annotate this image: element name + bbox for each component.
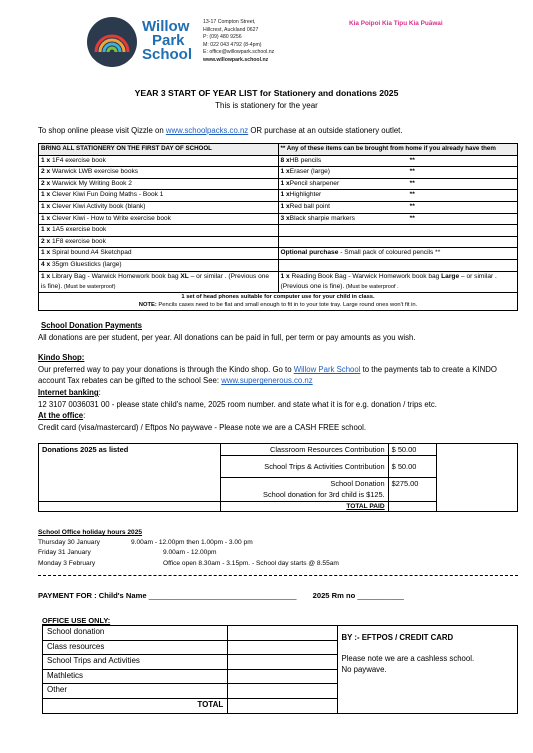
office-item: Mathletics: [43, 669, 228, 684]
item-name: Library Bag - Warwick Homework book bag: [50, 272, 181, 280]
room-blank[interactable]: ___________: [357, 591, 404, 600]
reading-bag-item: [278, 271, 518, 292]
donation-label-cell: [221, 478, 389, 502]
office-item: Other: [43, 684, 228, 699]
stationery-item: [39, 236, 279, 248]
address-line: Hillcrest, Auckland 0627: [203, 26, 259, 33]
donation-info-section: [38, 320, 522, 433]
holiday-day: Monday 3 February: [38, 559, 96, 567]
item-qty: 1 x: [41, 214, 51, 222]
office-total-label: TOTAL: [43, 698, 228, 713]
donation-blank: [436, 444, 517, 512]
office-heading: [38, 410, 522, 422]
table-row: [39, 155, 518, 167]
stationery-item: [39, 213, 279, 225]
stationery-item: [278, 178, 518, 190]
page-title: YEAR 3 START OF YEAR LIST for Stationery and donations 2025: [134, 88, 399, 98]
office-use-heading: OFFICE USE ONLY:: [42, 616, 111, 625]
stationery-item: [39, 178, 279, 190]
donation-text: All donations are per student, per year. All donations can be paid in full, per term or pay amounts as you wish.: [38, 332, 416, 342]
donation-label: School Trips & Activities Contribution: [221, 456, 389, 478]
address-line: 13-17 Compton Street,: [203, 19, 256, 25]
library-bag-item: [39, 271, 279, 292]
office-amount: [228, 626, 337, 641]
table-row: [39, 178, 518, 190]
table-row: [39, 236, 518, 248]
banking-heading: [38, 387, 522, 399]
holiday-hours: [38, 528, 339, 569]
stationery-right-header: ** Any of these items can be brought from home if you already have them: [278, 144, 518, 156]
logo-text-1: Willow: [142, 18, 190, 35]
optional-purchase: [278, 248, 518, 260]
office-amount: [228, 684, 337, 699]
table-row: [39, 213, 518, 225]
optional-label: Optional purchase: [280, 249, 339, 257]
item-qty: 2 x: [41, 237, 51, 245]
stationery-item: [278, 213, 518, 225]
item-qty: 1 x: [280, 191, 290, 199]
item-name: Highlighter: [289, 191, 322, 199]
item-name: Pencil sharpener: [289, 179, 340, 187]
item-name: 1A5 exercise book: [50, 226, 107, 234]
total-paid-label: TOTAL PAID: [221, 502, 389, 512]
cut-line: [38, 575, 518, 576]
stationery-item: [39, 259, 279, 271]
kindo-text-2: to the payments tab to create a KINDO account Tax rebates can be gifted to the school See:: [38, 364, 497, 386]
item-star: **: [409, 202, 415, 210]
item-qty: 3 x: [280, 214, 290, 222]
willow-park-link[interactable]: Willow Park School: [293, 364, 361, 374]
holiday-day: Thursday 30 January: [38, 539, 100, 547]
item-qty: 1 x: [41, 202, 51, 210]
stationery-item: [278, 201, 518, 213]
stationery-item-empty: [278, 259, 518, 271]
item-qty: 2 x: [41, 179, 51, 187]
office-text: Credit card (visa/mastercard) / Eftpos No paywave - Please note we are a CASH FREE school.: [38, 422, 367, 432]
donation-table-row: [39, 444, 518, 456]
item-qty: 4 x: [41, 260, 51, 268]
item-name: Spiral bound A4 Sketchpad: [50, 249, 132, 257]
stationery-header-row: [39, 144, 518, 156]
table-row: [39, 167, 518, 179]
office-item: School Trips and Activities: [43, 655, 228, 670]
address-line: M: 022 043 4792 (8-4pm): [203, 41, 262, 48]
table-row: [39, 271, 518, 292]
donation-total-blank: [39, 502, 221, 512]
item-name: Warwick My Writing Book 2: [50, 179, 132, 187]
shop-line-pre: To shop online please visit Qizzle on: [38, 126, 166, 135]
school-address: [203, 19, 274, 65]
stationery-item: [278, 190, 518, 202]
address-line: www.willowpark.school.nz: [203, 56, 269, 63]
table-row: [39, 259, 518, 271]
maori-tagline: Kia Poipoi Kia Tipu Kia Puāwai: [349, 20, 443, 27]
item-qty: 1 x: [280, 202, 290, 210]
stationery-item: [39, 155, 279, 167]
total-paid-value: [388, 502, 436, 512]
holiday-hours-text: 9.00am - 12.00pm: [163, 549, 217, 557]
holiday-hours-text: 9.00am - 12.00pm then 1.00pm - 3.00 pm: [131, 539, 253, 547]
stationery-item: [39, 190, 279, 202]
item-name: Red ball point: [289, 202, 330, 210]
room-label: 2025 Rm no: [312, 591, 356, 600]
kindo-text-1: Our preferred way to pay your donations is through the Kindo shop. Go to: [38, 364, 294, 374]
banking-colon: :: [98, 387, 101, 397]
stationery-left-header: BRING ALL STATIONERY ON THE FIRST DAY OF SCHOOL: [39, 144, 279, 156]
donation-heading: School Donation Payments: [41, 321, 142, 330]
donation-amount: $ 50.00: [388, 444, 436, 456]
office-colon: :: [83, 411, 86, 421]
third-child-note: School donation for 3rd child is $125.: [263, 489, 385, 499]
item-rest: – or similar . (Previous one is fine).: [41, 272, 270, 290]
item-name: HB pencils: [289, 156, 322, 164]
cashless-note: Please note we are a cashless school.: [341, 654, 475, 663]
office-item: Class resources: [43, 640, 228, 655]
item-qty: 1 x: [41, 156, 51, 164]
shop-line: [38, 126, 403, 135]
donation-amount: $ 50.00: [388, 456, 436, 478]
item-name: Black sharpie markers: [289, 214, 355, 222]
payment-method-box: [337, 626, 518, 714]
holiday-day: Friday 31 January: [38, 549, 91, 557]
office-amount: [228, 669, 337, 684]
address-line: P: (09) 480 9256: [203, 34, 242, 41]
stationery-table: [38, 143, 518, 311]
office-amount: [228, 640, 337, 655]
stationery-footer-row: [39, 292, 518, 310]
stationery-item: [39, 201, 279, 213]
donation-label: Classroom Resources Contribution: [221, 444, 389, 456]
item-name: Clever Kiwi Fun Doing Maths - Book 1: [50, 191, 164, 199]
pencil-case-note: [41, 301, 515, 310]
item-name: 1F8 exercise book: [50, 237, 106, 245]
payment-label: PAYMENT FOR : Child's Name: [38, 591, 147, 600]
stationery-item-empty: [278, 225, 518, 237]
item-size: Large: [441, 272, 460, 280]
table-row: [39, 248, 518, 260]
office-use-table: [42, 625, 518, 714]
holiday-hours-text: Office open 8.30am - 3.15pm. - School day starts @ 8.55am: [163, 559, 339, 567]
logo-text-3: School: [142, 46, 193, 63]
item-size: XL: [180, 272, 189, 280]
supergenerous-link[interactable]: www.supergenerous.co.nz: [221, 376, 313, 386]
item-qty: 1 x: [280, 272, 290, 280]
banking-heading-text: Internet banking: [38, 387, 99, 397]
headphones-note: 1 set of head phones suitable for computer use for your child in class.: [181, 293, 375, 300]
item-qty: 1 x: [41, 249, 51, 257]
table-row: [39, 225, 518, 237]
stationery-item-empty: [278, 236, 518, 248]
stationery-item: [39, 167, 279, 179]
stationery-item: [278, 155, 518, 167]
kindo-heading: Kindo Shop:: [38, 353, 85, 363]
schoolpacks-link[interactable]: www.schoolpacks.co.nz: [165, 126, 249, 135]
office-row: [43, 626, 518, 641]
shop-line-post: OR purchase at an outside stationery outlet.: [248, 126, 403, 135]
item-qty: 8 x: [280, 156, 290, 164]
stationery-item: [39, 248, 279, 260]
holiday-heading: School Office holiday hours 2025: [38, 529, 143, 536]
holiday-row: [38, 559, 339, 569]
item-name: 35gm Gluesticks (large): [50, 260, 122, 268]
item-star: **: [409, 214, 415, 222]
item-rest: – or similar . (Previous one is fine).: [280, 272, 497, 290]
item-note: (Must be waterproof): [62, 283, 116, 290]
stationery-footer: [39, 292, 518, 310]
item-star: **: [409, 179, 415, 187]
address-line: E: office@willowpark.school.nz: [203, 49, 275, 56]
donation-table: [38, 443, 518, 512]
holiday-row: [38, 548, 339, 558]
holiday-row: [38, 538, 339, 548]
rainbow-logo-icon: [86, 16, 138, 68]
item-star: **: [409, 191, 415, 199]
page-subtitle: This is stationery for the year: [215, 101, 318, 110]
item-qty: 1 x: [41, 191, 51, 199]
item-qty: 1 x: [41, 272, 51, 280]
donation-table-heading: Donations 2025 as listed: [39, 444, 221, 502]
item-qty: 1 x: [280, 168, 290, 176]
by-label: BY :- EFTPOS / CREDIT CARD: [341, 633, 454, 642]
logo-text-2: Park: [152, 32, 185, 49]
table-row: [39, 201, 518, 213]
office-total-value: [228, 698, 337, 713]
optional-text: - Small pack of coloured pencils **: [338, 249, 441, 257]
table-row: [39, 190, 518, 202]
payment-line: [38, 591, 518, 600]
item-qty: 2 x: [41, 168, 51, 176]
item-name: Reading Book Bag - Warwick Homework book bag: [289, 272, 442, 280]
item-note: (Must be waterproof .: [344, 283, 399, 290]
no-paywave: No paywave.: [341, 665, 387, 674]
stationery-item: [278, 167, 518, 179]
item-star: **: [409, 156, 415, 164]
office-item: School donation: [43, 626, 228, 641]
office-amount: [228, 655, 337, 670]
child-name-blank[interactable]: ___________________________________: [148, 591, 297, 600]
item-qty: 1 x: [280, 179, 290, 187]
item-qty: 1 x: [41, 226, 51, 234]
kindo-text: [38, 364, 522, 387]
item-name: Eraser (large): [289, 168, 330, 176]
donation-amount: $275.00: [388, 478, 436, 502]
office-heading-text: At the office: [38, 411, 84, 421]
item-name: 1F4 exercise book: [50, 156, 106, 164]
banking-text: 12 3107 0036031 00 - please state child's name, 2025 room number. and state what it is for e.g. donation / trips etc.: [38, 399, 437, 409]
item-name: Clever Kiwi Activity book (blank): [50, 202, 146, 210]
item-star: **: [409, 168, 415, 176]
note-label: NOTE:: [138, 302, 157, 309]
item-name: Clever Kiwi - How to Write exercise book: [50, 214, 171, 222]
item-name: Warwick LWB exercise books: [50, 168, 139, 176]
note-text: Pencils cases need to be flat and small enough to fit in to your tote tray. Large round ones won't fit in.: [156, 302, 418, 309]
school-logo: [86, 16, 198, 68]
donation-label: School Donation: [330, 479, 385, 488]
stationery-item: [39, 225, 279, 237]
